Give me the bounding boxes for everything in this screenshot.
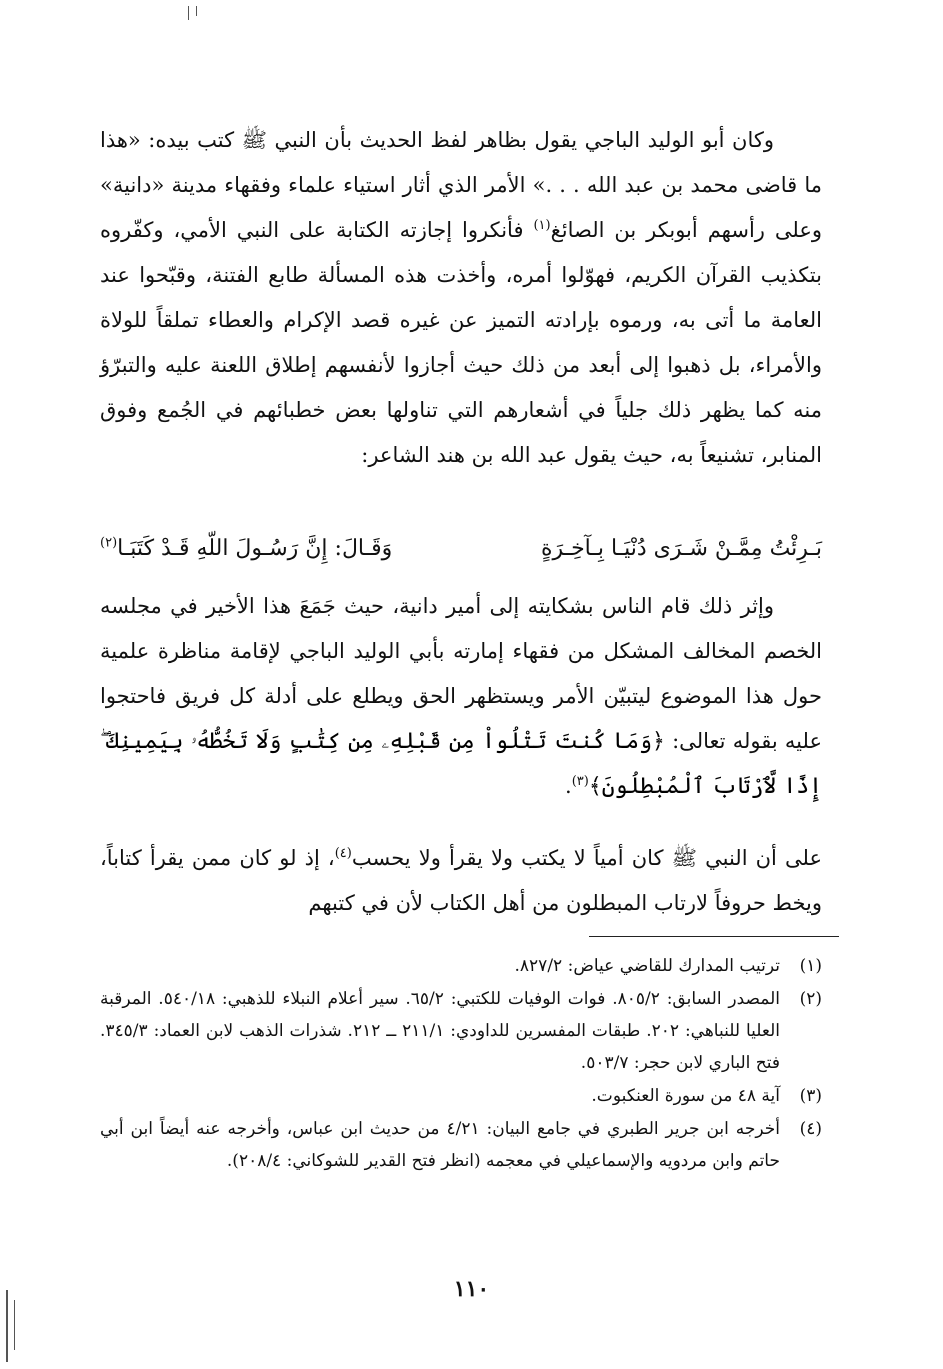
footnote-text: المصدر السابق: ٨٠٥/٢. فوات الوفيات للكتبي: ٦٥/٢. سير أعلام النبلاء للذهبي: ٥٤٠/١٨. المرقبة العليا للنباهي: ٢٠٢. طبقات المفسرين للداودي: ٢١١/١ ــ ٢١٢. شذرات الذهب لابن العماد: ٣٤٥/٣. فتح الباري لابن حجر: ٥٠٣/٧. [100,989,780,1073]
paragraph-1-text: وكان أبو الوليد الباجي يقول بظاهر لفظ الحديث بأن النبي ﷺ كتب بيده: «هذا ما قاضى محمد بن عبد الله . . .» الأمر الذي أثار استياء علماء وفقهاء مدينة «دانية» وعلى رأسهم أبوبكر بن الصائغ [100,128,822,242]
verse-first-hemistich: بَـرِئْتُ مِمَّـنْ شَـرَى دُنْيَـا بِـآخِـرَةٍ [540,536,822,561]
footnote-divider [589,936,839,937]
footnote-number: (١) [799,956,822,976]
footnote-ref-3: (٣) [571,774,589,789]
footnote-number: (٢) [799,989,822,1009]
footnote-text: أخرجه ابن جرير الطبري في جامع البيان: ٤/٢١ من حديث ابن عباس، وأخرجه عنه أيضاً ابن أبي حاتم وابن مردويه والإسماعيلي في معجمه (انظر فتح القدير للشوكاني: ٢٠٨/٤). [100,1119,780,1171]
paragraph-1 [100,118,822,478]
scan-artifact [196,6,197,16]
footnote-item [100,1113,822,1177]
footnote-number: (٣) [799,1086,822,1106]
footnote-ref-4: (٤) [334,846,352,861]
paragraph-3 [100,836,822,926]
footnote-item [100,983,822,1079]
poetry-verse [100,527,822,571]
paragraph-2-text: وإثر ذلك قام الناس بشكايته إلى أمير دانية، حيث جَمَعَ هذا الأخير في مجلسه الخصم المخالف المشكل من فقهاء إمارته بأبي الوليد الباجي لإقامة مناظرة علمية حول هذا الموضوع ليتبيّن الأمر ويستظهر الحق ويطلع على أدلة كل فريق فاحتجوا عليه بقوله تعالى: [100,594,822,753]
footnote-number: (٤) [799,1119,822,1139]
footnote-text: ترتيب المدارك للقاضي عياض: ٨٢٧/٢. [514,956,780,976]
scan-artifact [14,1300,15,1350]
scan-artifact [188,6,189,20]
quran-verse: ﴿وَمَا كُنتَ تَتْلُواْ مِن قَبْلِهِۦ مِن كِتَٰبٍ وَلَا تَخُطُّهُۥ بِيَمِينِكَ ۖ إِذًا لَّٱرْتَابَ ٱلْمُبْطِلُونَ﴾ [100,729,822,799]
paragraph-1-continuation: فأنكروا إجازته الكتابة على النبي الأمي، وكفّروه بتكذيب القرآن الكريم، فهوّلوا أمره، وأخذت هذه المسألة طابع الفتنة، وقبّحوا عند العامة ما أتى به، ورموه بإرادته التميز عن غيره قصد الإكرام والعطاء تملقاً للولاة والأمراء، بل ذهبوا إلى أبعد من ذلك حيث أجازوا لأنفسهم إطلاق اللعنة عليه والتبرّؤ منه كما يظهر ذلك جلياً في أشعارهم التي تناولها بعض خطبائهم في الجُمع وفوق المنابر، تشنيعاً به، حيث يقول عبد الله بن هند الشاعر: [100,218,822,467]
footnotes-section [100,950,822,1178]
verse-second-hemistich: وَقَـالَ: إِنَّ رَسُـولَ اللّهِ قَـدْ كَتَبَـا [117,536,393,561]
footnote-text: آية ٤٨ من سورة العنكبوت. [591,1086,780,1106]
footnote-ref-1: (١) [533,218,551,233]
footnote-item [100,1080,822,1112]
paragraph-3-continuation: ، إذ لو كان ممن يقرأ كتاباً، ويخط حروفاً لارتاب المبطلون من أهل الكتاب لأن في كتبهم [100,846,822,915]
verse-second-hemistich-wrap [100,527,392,571]
footnote-ref-2: (٢) [100,535,118,551]
footnote-item [100,950,822,982]
paragraph-3-text: على أن النبي ﷺ كان أمياً لا يكتب ولا يقرأ ولا يحسب [351,846,822,870]
page-number: ١١٠ [453,1276,490,1302]
paragraph-2: وإثر ذلك قام الناس بشكايته إلى أمير دانية، حيث جَمَعَ هذا الأخير في مجلسه الخصم المخالف المشكل من فقهاء إمارته بأبي الوليد الباجي لإقامة مناظرة علمية حول هذا الموضوع ليتبيّن الأمر ويستظهر الحق ويطلع على أدلة كل فريق فاحتجوا عليه بقوله تعالى: ﴿وَمَا كُنتَ تَتْلُواْ مِن قَبْلِهِۦ مِن كِتَٰبٍ وَلَا تَخُطُّهُۥ بِيَمِينِكَ ۖ إِذًا لَّٱرْتَابَ ٱلْمُبْطِلُونَ﴾$^{(٣)}$. [100,594,822,799]
